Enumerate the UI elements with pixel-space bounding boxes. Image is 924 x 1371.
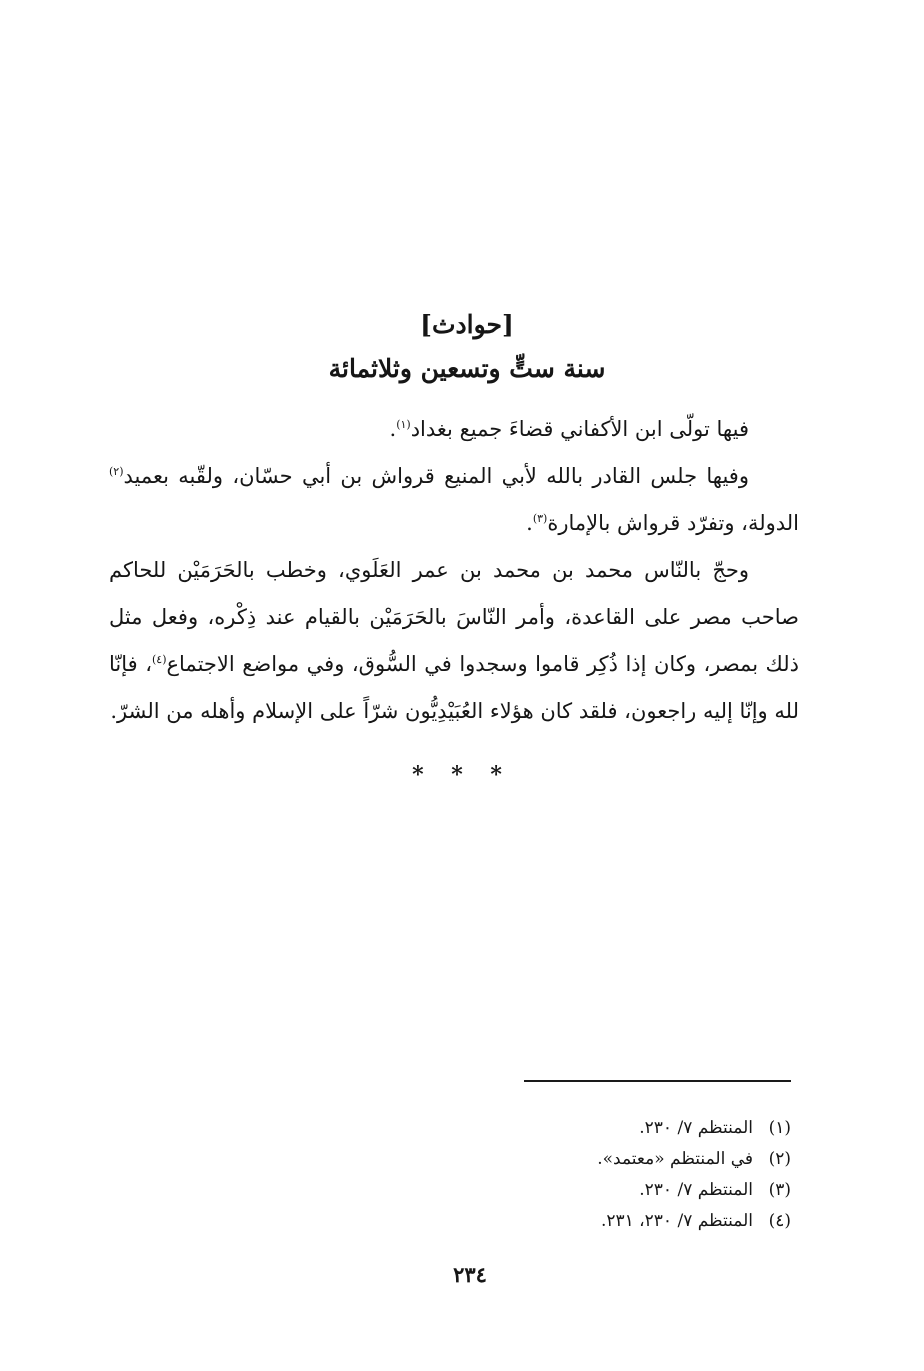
footnote-marker: (٢): [109, 465, 124, 478]
footnote-item: [371, 1144, 791, 1175]
footnote-number: (١): [768, 1118, 791, 1138]
footnote-marker: (٣): [532, 512, 548, 525]
paragraph-text: الدولة، وتفرّد قرواش بالإمارة: [547, 511, 799, 535]
paragraph-text: فيها تولّى ابن الأكفاني قضاءَ جميع بغداد: [410, 417, 749, 441]
footnote-text: في المنتظم «معتمد».: [597, 1149, 753, 1169]
footnote-marker: (١): [396, 418, 411, 431]
footnote-text: المنتظم ٧/ ٢٣٠.: [639, 1118, 753, 1138]
paragraph-text: ، فإنّا لله وإنّا إليه راجعون، فلقد كان هؤلاء العُبَيْدِيُّون شرّاً على الإسلام وأهله من الشرّ.: [109, 652, 799, 723]
footnote-divider: [524, 1080, 791, 1082]
footnote-marker: (٤): [151, 653, 167, 666]
paragraph-text: .: [526, 511, 533, 535]
footnote-number: (٢): [768, 1149, 791, 1169]
footnote-number: (٤): [768, 1211, 791, 1231]
footnote-item: [371, 1175, 791, 1206]
section-heading: [حوادث]: [420, 310, 514, 339]
footnote-text: المنتظم ٧/ ٢٣٠.: [639, 1180, 753, 1200]
footnote-number: (٣): [768, 1180, 791, 1200]
footnotes-list: [371, 1113, 791, 1237]
footnote-item: [371, 1113, 791, 1144]
paragraph-3: [109, 547, 799, 735]
footnote-item: [371, 1206, 791, 1237]
paragraph-text: .: [389, 417, 397, 441]
paragraph-2: [109, 453, 799, 547]
paragraph-text: وفيها جلس القادر بالله لأبي المنيع قرواش بن أبي حسّان، ولقّبه بعميد: [123, 464, 749, 488]
footnote-text: المنتظم ٧/ ٢٣٠، ٢٣١.: [600, 1211, 753, 1231]
year-heading: سنة ستٍّ وتسعين وثلاثمائة: [328, 354, 606, 383]
section-separator: * * *: [412, 762, 512, 788]
body-text: [109, 406, 799, 735]
paragraph-1: [109, 406, 799, 453]
page-number: ٢٣٤: [453, 1262, 487, 1287]
paragraph-text: وحجّ بالنّاس محمد بن محمد بن عمر العَلَوي، وخطب بالحَرَمَيْن للحاكم صاحب مصر على القاعدة، وأمر النّاسَ بالحَرَمَيْن بالقيام عند ذِكْره، وفعل مثل ذلك بمصر، وكان إذا ذُكِر قاموا وسجدوا في السُّوق، وفي مواضع الاجتماع: [109, 558, 800, 676]
